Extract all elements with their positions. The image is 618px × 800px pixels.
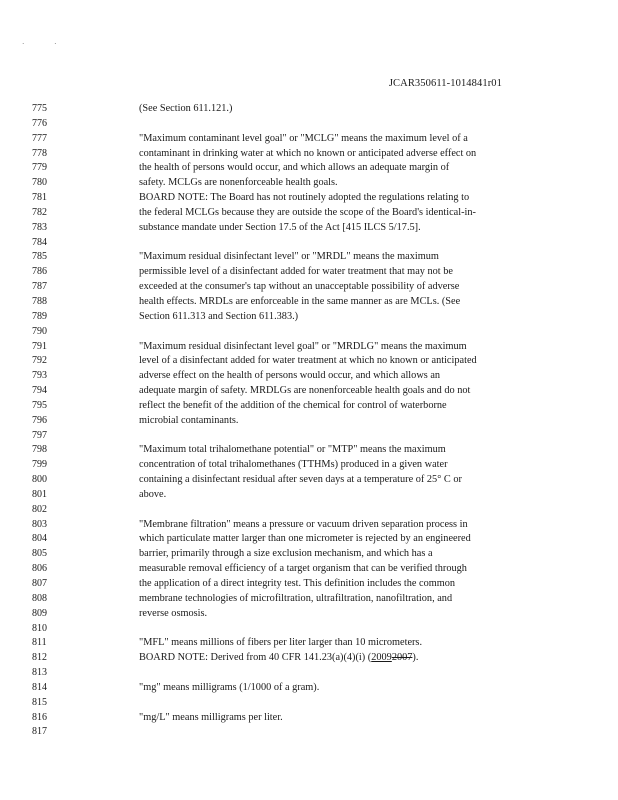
text-line: "Maximum contaminant level goal" or "MCLG" means the maximum level of a xyxy=(139,132,468,144)
line-number: 779 xyxy=(32,162,47,174)
line-number: 817 xyxy=(32,726,47,738)
line-number: 781 xyxy=(32,192,47,204)
line-number: 775 xyxy=(32,103,47,114)
text-line: reverse osmosis. xyxy=(139,607,208,619)
line-number: 815 xyxy=(32,696,47,708)
text-line: Section 611.313 and Section 611.383.) xyxy=(139,310,299,322)
blank-line xyxy=(139,622,549,637)
blank-line xyxy=(139,696,549,711)
line-number: 792 xyxy=(32,355,47,367)
text-line: concentration of total trihalomethanes (TTHMs) produced in a given water xyxy=(139,459,448,471)
text-line: the health of persons would occur, and which allows an adequate margin of xyxy=(139,162,450,174)
line-number: 789 xyxy=(32,310,47,322)
text-line: adverse effect on the health of persons would occur, and which allows an xyxy=(139,370,441,382)
text-line: level of a disinfectant added for water treatment at which no known or anticipated xyxy=(139,355,477,367)
text-line: "mg/L" means milligrams per liter. xyxy=(139,711,283,723)
text-line: permissible level of a disinfectant added for water treatment that may not be xyxy=(139,266,453,278)
text-line: adequate margin of safety. MRDLGs are nonenforceable health goals and do not xyxy=(139,385,471,397)
line-number: 803 xyxy=(32,518,47,530)
text-line: containing a disinfectant residual after seven days at a temperature of 25° C or xyxy=(139,474,462,486)
line-number: 810 xyxy=(32,622,47,634)
text-line: "mg" means milligrams (1/1000 of a gram). xyxy=(139,681,320,693)
line-number: 785 xyxy=(32,251,47,263)
line-number: 780 xyxy=(32,177,47,189)
line-number: 791 xyxy=(32,340,47,352)
line-number: 808 xyxy=(32,592,47,604)
line-number: 793 xyxy=(32,370,47,382)
text-line: which particulate matter larger than one micrometer is rejected by an engineered xyxy=(139,533,471,545)
line-number: 790 xyxy=(32,325,47,337)
blank-line xyxy=(139,117,549,132)
text-line: "Maximum residual disinfectant level goal" or "MRDLG" means the maximum xyxy=(139,340,467,352)
text-line: the application of a direct integrity test. This definition includes the common xyxy=(139,578,456,589)
blank-line xyxy=(139,325,549,340)
line-number: 776 xyxy=(32,117,47,129)
text-line: "Maximum total trihalomethane potential" or "MTP" means the maximum xyxy=(139,444,446,456)
line-number-column xyxy=(32,102,72,740)
line-number: 801 xyxy=(32,488,47,500)
text-line: "MFL" means millions of fibers per liter larger than 10 micrometers. xyxy=(139,637,423,649)
text-line: "Membrane filtration" means a pressure or vacuum driven separation process in xyxy=(139,518,468,530)
line-number: 807 xyxy=(32,578,47,589)
blank-line xyxy=(139,503,549,518)
line-number: 796 xyxy=(32,414,47,426)
inserted-year: 2009 xyxy=(371,652,392,664)
line-number: 782 xyxy=(32,206,47,218)
line-number: 813 xyxy=(32,667,47,679)
blank-line xyxy=(139,236,549,251)
deleted-year: 2007 xyxy=(391,652,413,664)
line-number: 802 xyxy=(32,503,47,515)
line-number: 800 xyxy=(32,474,47,486)
text-line: microbial contaminants. xyxy=(139,414,239,426)
line-number: 812 xyxy=(32,652,47,664)
text-line: barrier, primarily through a size exclusion mechanism, and which has a xyxy=(139,548,433,560)
text-line: contaminant in drinking water at which no known or anticipated adverse effect on xyxy=(139,147,477,159)
blank-line xyxy=(139,666,549,681)
text-line: reflect the benefit of the addition of the chemical for control of waterborne xyxy=(139,399,447,411)
line-number: 787 xyxy=(32,281,47,293)
line-number: 797 xyxy=(32,429,47,441)
text-line: above. xyxy=(139,488,167,500)
line-number: 816 xyxy=(32,711,47,723)
corner-marks: · · xyxy=(22,40,71,48)
board-note-line xyxy=(139,651,549,666)
line-number: 806 xyxy=(32,563,47,575)
text-line: BOARD NOTE: The Board has not routinely adopted the regulations relating to xyxy=(139,192,470,204)
line-number: 795 xyxy=(32,399,47,411)
line-number: 804 xyxy=(32,533,47,545)
board-note-text: BOARD NOTE: Derived from 40 CFR 141.23(a)(4)(i) ( xyxy=(139,652,372,664)
line-number: 805 xyxy=(32,548,47,560)
board-note-suffix: ). xyxy=(412,652,419,664)
document-id: JCAR350611-1014841r01 xyxy=(388,78,502,89)
text-line: health effects. MRDLs are enforceable in the same manner as are MCLs. (See xyxy=(139,295,461,307)
text-line: substance mandate under Section 17.5 of the Act [415 ILCS 5/17.5]. xyxy=(139,221,421,233)
text-line: safety. MCLGs are nonenforceable health goals. xyxy=(139,177,338,189)
document-body xyxy=(139,102,549,740)
blank-line xyxy=(139,429,549,444)
text-line: the federal MCLGs because they are outside the scope of the Board's identical-in- xyxy=(139,206,476,218)
text-line: measurable removal efficiency of a target organism that can be verified through xyxy=(139,563,467,575)
blank-line xyxy=(139,725,549,740)
line-number: 778 xyxy=(32,147,47,159)
line-number: 814 xyxy=(32,681,47,693)
line-number: 788 xyxy=(32,295,47,307)
line-number: 777 xyxy=(32,132,47,144)
text-line: "Maximum residual disinfectant level" or "MRDL" means the maximum xyxy=(139,251,439,263)
line-number: 784 xyxy=(32,236,47,248)
text-line: membrane technologies of microfiltration, ultrafiltration, nanofiltration, and xyxy=(139,592,453,604)
line-number: 798 xyxy=(32,444,47,456)
line-number: 799 xyxy=(32,459,47,471)
text-line: (See Section 611.121.) xyxy=(139,103,233,114)
line-number: 786 xyxy=(32,266,47,278)
line-number: 811 xyxy=(32,637,47,649)
line-number: 809 xyxy=(32,607,47,619)
text-line: exceeded at the consumer's tap without an unacceptable possibility of adverse xyxy=(139,281,460,293)
line-number: 783 xyxy=(32,221,47,233)
line-number: 794 xyxy=(32,385,47,397)
